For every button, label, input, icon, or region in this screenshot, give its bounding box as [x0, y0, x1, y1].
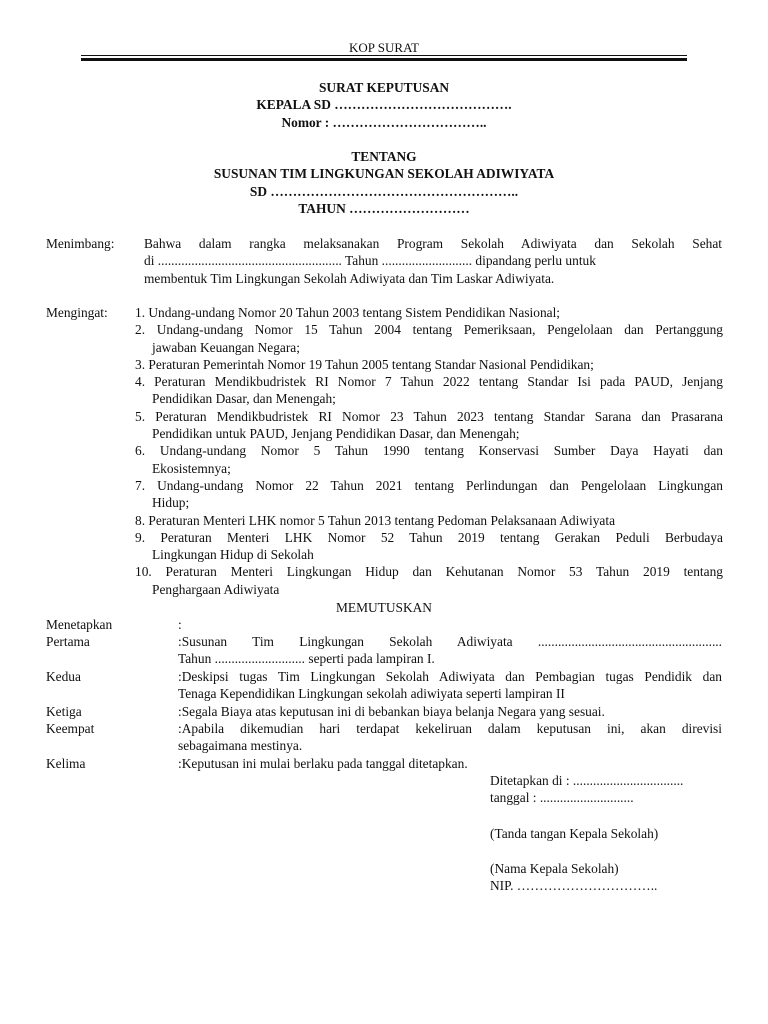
decision-value: [178, 668, 722, 703]
list-item: [135, 356, 723, 373]
mengingat-list: [135, 304, 723, 598]
subject-school: SD ………………………………………………..: [249, 183, 519, 199]
signature-placeholder: (Tanda tangan Kepala Sekolah): [490, 825, 659, 841]
letterhead-rule-thin: [81, 55, 687, 56]
decision-key: Keempat: [46, 721, 95, 736]
decision-value: [178, 616, 722, 633]
list-item-line: 6. Undang-undang Nomor 5 Tahun 1990 tentang Konservasi Sumber Daya Hayati dan: [135, 443, 723, 459]
list-item-continuation: Penghargaan Adiwiyata: [152, 581, 280, 597]
list-item-continuation: Pendidikan untuk PAUD, Jenjang Pendidikan Dasar, dan Menengah;: [152, 426, 520, 442]
decision-value: [178, 703, 722, 720]
list-item-line: 1. Undang-undang Nomor 20 Tahun 2003 tentang Sistem Pendidikan Nasional;: [135, 305, 561, 320]
decision-line: :Segala Biaya atas keputusan ini di bebankan biaya belanja Negara yang sesuai.: [178, 704, 605, 719]
decree-number: Nomor : ……………………………..: [281, 114, 487, 130]
list-item: [135, 563, 723, 598]
decision-line: sebagaimana mestinya.: [178, 738, 303, 754]
signatory-name: (Nama Kepala Sekolah): [490, 860, 619, 876]
menimbang-text: [144, 235, 722, 287]
list-item: [135, 442, 723, 477]
signature-spacer: [490, 842, 683, 860]
decision-line: :Keputusan ini mulai berlaku pada tanggal ditetapkan.: [178, 756, 468, 771]
menimbang-w4: ...........................: [381, 253, 473, 269]
signatory-nip: NIP. …………………………..: [490, 878, 658, 894]
decision-line: Tenaga Kependidikan Lingkungan sekolah adiwiyata seperti lampiran II: [178, 686, 565, 702]
signature-spacer: [490, 807, 683, 825]
decision-key: Menetapkan: [46, 617, 113, 632]
menimbang-line-1-text: Bahwa dalam rangka melaksanakan Program Sekolah Adiwiyata dan Sekolah Sehat: [144, 236, 722, 251]
list-item-line: 10. Peraturan Menteri Lingkungan Hidup dan Kehutanan Nomor 53 Tahun 2019 tentang: [135, 564, 723, 580]
menimbang-line-3: membentuk Tim Lingkungan Sekolah Adiwiyata dan Tim Laskar Adiwiyata.: [144, 270, 555, 286]
decree-issuer: KEPALA SD ………………………………….: [256, 97, 512, 113]
list-item-continuation: Ekosistemnya;: [152, 460, 231, 476]
menimbang-w7: untuk: [565, 253, 596, 269]
menimbang-w3: Tahun: [345, 253, 379, 269]
signature-block: [490, 772, 683, 894]
decision-value: [178, 633, 722, 668]
list-item: [135, 304, 723, 321]
decree-heading: [0, 79, 768, 131]
list-item: [135, 477, 723, 512]
list-item-line: 7. Undang-undang Nomor 22 Tahun 2021 tentang Perlindungan dan Pengelolaan Lingkungan: [135, 477, 723, 493]
list-item: [135, 408, 723, 443]
list-item: [135, 321, 723, 356]
list-item-continuation: Lingkungan Hidup di Sekolah: [152, 547, 314, 563]
list-item-line: 5. Peraturan Mendikbudristek RI Nomor 23 Tahun 2023 tentang Standar Sarana dan Prasarana: [135, 408, 723, 424]
menimbang-w1: di: [144, 253, 155, 269]
list-item: [135, 373, 723, 408]
list-item-line: 3. Peraturan Pemerintah Nomor 19 Tahun 2005 tentang Standar Nasional Pendidikan;: [135, 356, 594, 372]
list-item-continuation: Hidup;: [152, 495, 190, 511]
signature-date: tanggal : ............................: [490, 790, 634, 806]
mengingat-label: Mengingat:: [46, 305, 108, 320]
subject-tentang: TENTANG: [351, 149, 417, 164]
list-item-line: 2. Undang-undang Nomor 15 Tahun 2004 tentang Pemeriksaan, Pengelolaan dan Pertanggung: [135, 322, 723, 338]
letterhead-label: KOP SURAT: [349, 40, 419, 55]
decision-key: Ketiga: [46, 704, 82, 719]
menimbang-label: Menimbang:: [46, 236, 115, 251]
decision-value: [178, 720, 722, 755]
decision-line: :Susunan Tim Lingkungan Sekolah Adiwiyata .......................................................: [178, 634, 722, 649]
menimbang-w2: .......................................................: [157, 253, 342, 269]
list-item-continuation: jawaban Keuangan Negara;: [152, 339, 300, 355]
list-item-line: 9. Peraturan Menteri LHK Nomor 52 Tahun 2019 tentang Gerakan Peduli Berbudaya: [135, 529, 723, 545]
decision-value: [178, 755, 722, 772]
menimbang-line-2: [144, 252, 722, 269]
menimbang-w6: perlu: [534, 253, 563, 269]
subject-year: TAHUN ………………………: [298, 200, 470, 216]
list-item: [135, 512, 723, 529]
list-item-line: 4. Peraturan Mendikbudristek RI Nomor 7 Tahun 2022 tentang Standar Isi pada PAUD, Jenjang: [135, 374, 723, 390]
memutuskan-heading: MEMUTUSKAN: [336, 600, 432, 615]
decision-line: Tahun ........................... seperti pada lampiran I.: [178, 651, 435, 667]
decision-line: :Apabila dikemudian hari terdapat kekeliruan dalam keputusan ini, akan direvisi: [178, 721, 722, 736]
decision-line: :: [178, 617, 182, 632]
decree-title: SURAT KEPUTUSAN: [318, 80, 450, 95]
decision-key: Kelima: [46, 756, 86, 771]
decision-line: :Deskipsi tugas Tim Lingkungan Sekolah Adiwiyata dan Pembagian tugas Pendidik dan: [178, 669, 722, 684]
signature-place: Ditetapkan di : .................................: [490, 773, 684, 788]
list-item-continuation: Pendidikan Dasar, dan Menengah;: [152, 391, 336, 407]
letterhead-rule-thick: [81, 58, 687, 61]
list-item-line: 8. Peraturan Menteri LHK nomor 5 Tahun 2013 tentang Pedoman Pelaksanaan Adiwiyata: [135, 512, 616, 528]
decision-key: Pertama: [46, 634, 90, 649]
list-item: [135, 529, 723, 564]
menimbang-w5: dipandang: [475, 253, 532, 269]
decree-subject: [0, 148, 768, 217]
decision-key: Kedua: [46, 669, 81, 684]
subject-title: SUSUNAN TIM LINGKUNGAN SEKOLAH ADIWIYATA: [213, 166, 555, 182]
menimbang-line-1: [144, 235, 722, 252]
